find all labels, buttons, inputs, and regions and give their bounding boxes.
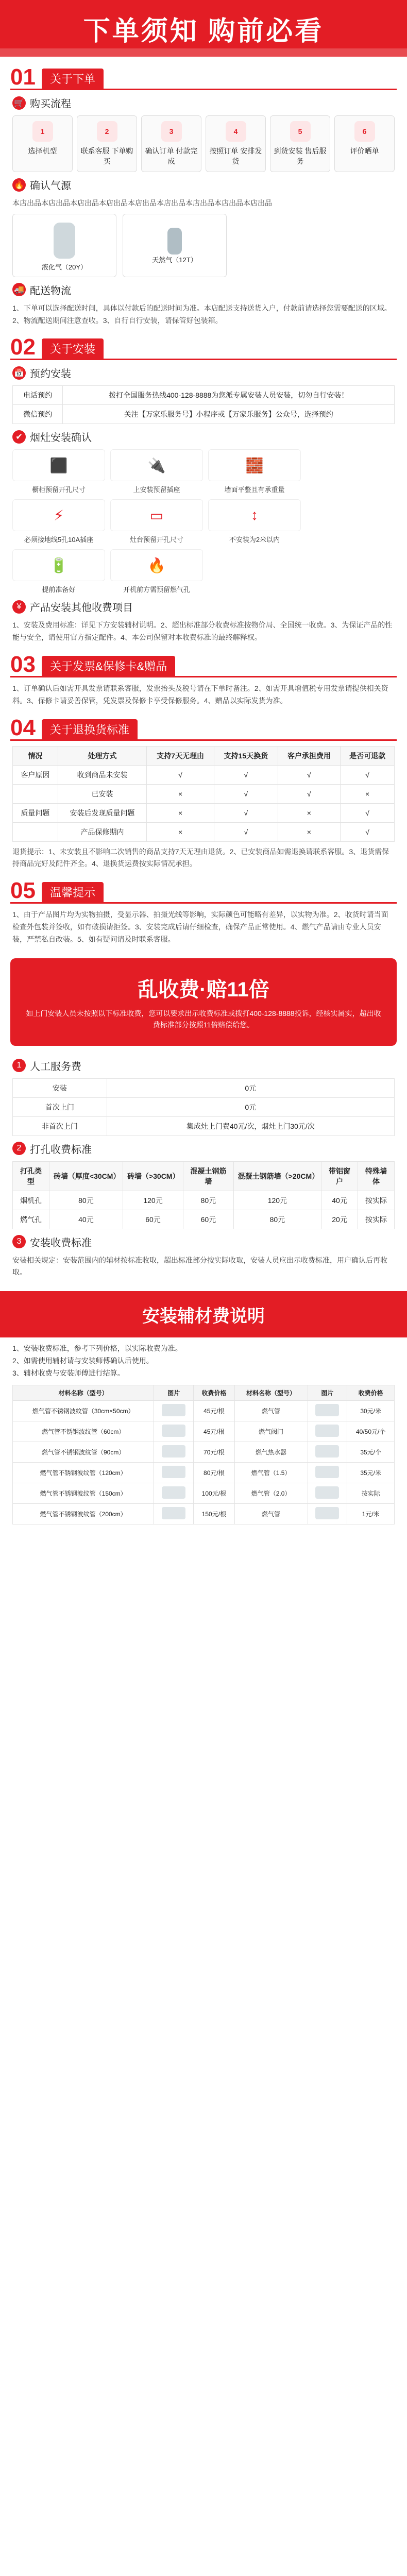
section3-name: 关于发票&保修卡&赠品 <box>42 656 175 676</box>
section2-name: 关于安装 <box>42 338 104 359</box>
step-icon: 2 <box>97 121 117 142</box>
table-row: 产品保修期内 × √ × √ <box>13 822 395 841</box>
hero <box>0 0 407 57</box>
step-icon: 3 <box>161 121 182 142</box>
materials-note: 2、如需使用辅材请与安装师傅确认后使用。 <box>12 1356 154 1365</box>
table-row: 非首次上门 集成灶上门费40元/次，烟灶上门30元/次 <box>13 1116 395 1136</box>
fees-title: 产品安装其他收费项目 <box>30 602 133 614</box>
tool-icon: 3 <box>12 1235 26 1248</box>
aux-fee-title: 安装收费标准 <box>30 1237 92 1249</box>
table-row: 燃气管不锈钢波纹管（60cm） 45元/根 燃气阀门 40/50元/个 <box>13 1421 395 1442</box>
step-icon: 4 <box>226 121 246 142</box>
gas-card-lpg: 液化气（20Y） <box>12 214 116 277</box>
section3-bar <box>10 653 397 677</box>
table-row: 客户原因 收到商品未安装 √ √ √ √ <box>13 765 395 784</box>
appointment-title: 预约安装 <box>30 368 71 380</box>
drill-fee-title: 打孔收费标准 <box>30 1144 92 1156</box>
material-image-icon <box>315 1425 339 1437</box>
gas-card-ng: 天然气（12T） <box>123 214 227 277</box>
confirm-title: 烟灶安装确认 <box>30 432 92 444</box>
ng-meter-icon <box>167 228 182 255</box>
fees-text: 1、安装及费用标准：详见下方安装辅材说明。2、超出标准部分收费标准按物价局、全国统一收费。3、为保证产品的性能与安全，请使用官方指定配件。4、本公司保留对本收费标准的最终解释权。 <box>12 621 393 642</box>
purchase-step: 4 按照订单 安排发货 <box>206 115 266 172</box>
purchase-step: 3 确认订单 付款完成 <box>141 115 201 172</box>
materials-notes <box>12 1343 395 1379</box>
confirm-item: 🧱 墙面平整且有承重量 <box>208 449 301 494</box>
material-image-icon <box>162 1425 185 1437</box>
hero-title: 下单须知 购前必看 <box>83 16 324 46</box>
appointment-type: 微信预约 <box>13 405 63 424</box>
people-fee-table <box>12 1078 395 1136</box>
material-thumb <box>308 1421 347 1442</box>
purchase-step: 1 选择机型 <box>12 115 73 172</box>
appointment-desc: 关注【万家乐服务号】小程序或【万家乐服务】公众号，选择预约 <box>63 405 395 424</box>
appointment-type: 电话预约 <box>13 386 63 405</box>
cabinet-icon: ⬛ <box>12 449 105 481</box>
wall-icon: 🧱 <box>208 449 301 481</box>
materials-note: 1、安装收费标准，参考下列价格，以实际收费为准。 <box>12 1344 182 1353</box>
table-row: 燃气管不锈钢波纹管（30cm×50cm） 45元/根 燃气管 30元/米 <box>13 1400 395 1421</box>
material-thumb <box>154 1400 194 1421</box>
table-row: 燃气管不锈钢波纹管（90cm） 70元/根 燃气热水器 35元/个 <box>13 1442 395 1462</box>
confirm-item: ↕ 不安装为2米以内 <box>208 499 301 544</box>
delivery-head <box>12 282 395 297</box>
table-head: 材料名称（型号） 图片 收费价格 材料名称（型号） 图片 收费价格 <box>13 1385 395 1400</box>
truck-icon: 🚚 <box>12 283 26 296</box>
material-image-icon <box>162 1445 185 1458</box>
section3-text: 1、订单确认后如需开具发票请联系客服，发票抬头及税号请在下单时备注。2、如需开具增值税专用发票请提供相关资料。3、保修卡请妥善保管，凭发票及保修卡享受保修服务。4、赠品以实际发货为准。 <box>12 684 388 705</box>
table-row: 燃气管不锈钢波纹管（150cm） 100元/根 燃气管（2.0） 按实际 <box>13 1483 395 1503</box>
purchase-title: 购买流程 <box>30 98 71 110</box>
lpg-tank-icon <box>54 223 75 259</box>
delivery-text: 1、下单可以选择配送时间，具体以付款后的配送时间为准。本店配送支持送货入户，付款前请选择您需要配送的区域。2、物流配送期间注意查收。3、自行自行安装，请保管好包装箱。 <box>12 303 392 325</box>
table-row: 燃气管不锈钢波纹管（120cm） 80元/根 燃气管（1.5） 35元/米 <box>13 1462 395 1483</box>
material-thumb <box>308 1442 347 1462</box>
stove-hole-icon: ▭ <box>110 499 203 531</box>
table-row: 燃气孔 40元 60元 60元 80元 20元 按实际 <box>13 1210 395 1229</box>
table-row <box>13 405 395 424</box>
confirm-item: 🔋 提前准备好 <box>12 549 105 594</box>
purchase-step: 2 联系客服 下单购买 <box>77 115 137 172</box>
material-image-icon <box>162 1507 185 1519</box>
money-icon: ¥ <box>12 600 26 614</box>
drill-icon: 2 <box>12 1142 26 1155</box>
material-image-icon <box>315 1486 339 1499</box>
table-row: 已安装 × √ √ × <box>13 784 395 803</box>
hero-ribbon <box>0 48 407 57</box>
delivery-title: 配送物流 <box>30 285 71 297</box>
material-image-icon <box>315 1507 339 1519</box>
section1-num: 01 <box>10 64 36 90</box>
materials-table <box>12 1385 395 1524</box>
confirm-item: 🔥 开机前方需预留燃气孔 <box>110 549 203 594</box>
confirm-head <box>12 429 395 444</box>
material-image-icon <box>315 1404 339 1416</box>
gas-title: 确认气源 <box>30 180 71 192</box>
material-image-icon <box>315 1466 339 1478</box>
banner-sub: 如上门安装人员未按照以下标准收费，您可以要求出示收费标准或拨打400-128-8888投诉，经核实属实，超出收费标准部分按照11倍赔偿给您。 <box>26 1009 381 1029</box>
section4-bar <box>10 717 397 741</box>
aux-fee-head <box>12 1234 395 1249</box>
gas-hole-icon: 🔥 <box>110 549 203 581</box>
appointment-head <box>12 365 395 380</box>
table-head: 打孔类型 砖墙（厚度<30CM） 砖墙（>30CM） 混凝土钢筋墙 混凝土钢筋墙（>20CM） 带铝窗户 特殊墙体 <box>13 1161 395 1191</box>
battery-icon: 🔋 <box>12 549 105 581</box>
table-row: 质量问题 安装后发现质量问题 × √ × √ <box>13 803 395 822</box>
section3-num: 03 <box>10 651 36 677</box>
material-image-icon <box>162 1466 185 1478</box>
check-icon: ✔ <box>12 430 26 444</box>
confirm-item: ▭ 灶台预留开孔尺寸 <box>110 499 203 544</box>
step-icon: 5 <box>290 121 311 142</box>
gas-head <box>12 177 395 192</box>
table-head: 情况 处理方式 支持7天无理由 支持15天换货 客户承担费用 是否可退款 <box>13 746 395 765</box>
material-thumb <box>154 1503 194 1524</box>
material-image-icon <box>162 1404 185 1416</box>
table-row: 燃气管不锈钢波纹管（200cm） 150元/根 燃气管 1元/米 <box>13 1503 395 1524</box>
section5-bar <box>10 879 397 904</box>
socket-icon: 🔌 <box>110 449 203 481</box>
materials-title: 安装辅材费说明 <box>0 1291 407 1337</box>
material-thumb <box>154 1421 194 1442</box>
table-row: 安装 0元 <box>13 1078 395 1097</box>
material-thumb <box>154 1462 194 1483</box>
section1-bar <box>10 66 397 90</box>
calendar-icon: 📅 <box>12 366 26 380</box>
return-table <box>12 746 395 842</box>
material-thumb <box>154 1483 194 1503</box>
table-row: 烟机孔 80元 120元 80元 120元 40元 按实际 <box>13 1191 395 1210</box>
return-note: 退货提示：1、未安装且不影响二次销售的商品支持7天无理由退货。2、已安装商品如需退换请联系客服。3、退货需保持商品完好及配件齐全。4、退换货运费按实际情况承担。 <box>12 847 389 868</box>
material-thumb <box>308 1483 347 1503</box>
gas-cards <box>12 214 395 277</box>
confirm-item: ⬛ 橱柜预留开孔尺寸 <box>12 449 105 494</box>
appointment-desc: 拨打全国服务热线400-128-8888为您派专属安装人员安装，切勿自行安装！ <box>63 386 395 405</box>
purchase-step: 5 到货安装 售后服务 <box>270 115 330 172</box>
material-thumb <box>308 1462 347 1483</box>
fees-banner <box>10 958 397 1046</box>
step-icon: 6 <box>354 121 375 142</box>
cart-icon: 🛒 <box>12 96 26 110</box>
confirm-item: ⚡ 必须接地线5孔10A插座 <box>12 499 105 544</box>
section4-name: 关于退换货标准 <box>42 719 138 739</box>
purchase-steps <box>12 115 395 172</box>
table-row <box>13 386 395 405</box>
material-image-icon <box>315 1445 339 1458</box>
section4-num: 04 <box>10 715 36 740</box>
drill-fee-head <box>12 1141 395 1156</box>
grounding-icon: ⚡ <box>12 499 105 531</box>
distance-icon: ↕ <box>208 499 301 531</box>
drill-fee-table <box>12 1161 395 1229</box>
material-thumb <box>308 1503 347 1524</box>
material-thumb <box>308 1400 347 1421</box>
material-thumb <box>154 1442 194 1462</box>
people-fee-head <box>12 1058 395 1073</box>
fees-head <box>12 599 395 614</box>
banner-title: 乱收费·赔11倍 <box>138 978 269 1001</box>
aux-fee-text: 安装相关规定：安装范围内的辅材按标准收取，超出标准部分按实际收取，安装人员应出示收费标准，用户确认后再收取。 <box>12 1256 387 1277</box>
materials-note: 3、辅材收费与安装师傅进行结算。 <box>12 1368 125 1377</box>
confirm-icons <box>12 449 395 594</box>
purchase-step: 6 评价晒单 <box>334 115 395 172</box>
worker-icon: 1 <box>12 1059 26 1072</box>
section2-num: 02 <box>10 334 36 360</box>
table-row: 首次上门 0元 <box>13 1097 395 1116</box>
purchase-head <box>12 95 395 110</box>
people-fee-title: 人工服务费 <box>30 1061 81 1073</box>
gas-icon: 🔥 <box>12 178 26 192</box>
confirm-item: 🔌 上安装预留插座 <box>110 449 203 494</box>
appointment-table <box>12 385 395 424</box>
section5-name: 温馨提示 <box>42 882 104 902</box>
step-icon: 1 <box>32 121 53 142</box>
material-image-icon <box>162 1486 185 1499</box>
gas-text: 本店出品本店出品本店出品本店出品本店出品本店出品本店出品本店出品本店出品 <box>12 199 272 207</box>
section5-num: 05 <box>10 878 36 904</box>
section1-name: 关于下单 <box>42 69 104 89</box>
section5-text: 1、由于产品图片均为实物拍摄，受显示器、拍摄光线等影响，实际颜色可能略有差异，以实物为准。2、收货时请当面检查外包装并签收，如有破损请拒签。3、安装完成后请仔细检查，确保产品正常使用。4、燃气产品请由专业人员安装，严禁私自改装。5、如有疑问请及时联系客服。 <box>12 910 388 943</box>
section2-bar <box>10 336 397 360</box>
